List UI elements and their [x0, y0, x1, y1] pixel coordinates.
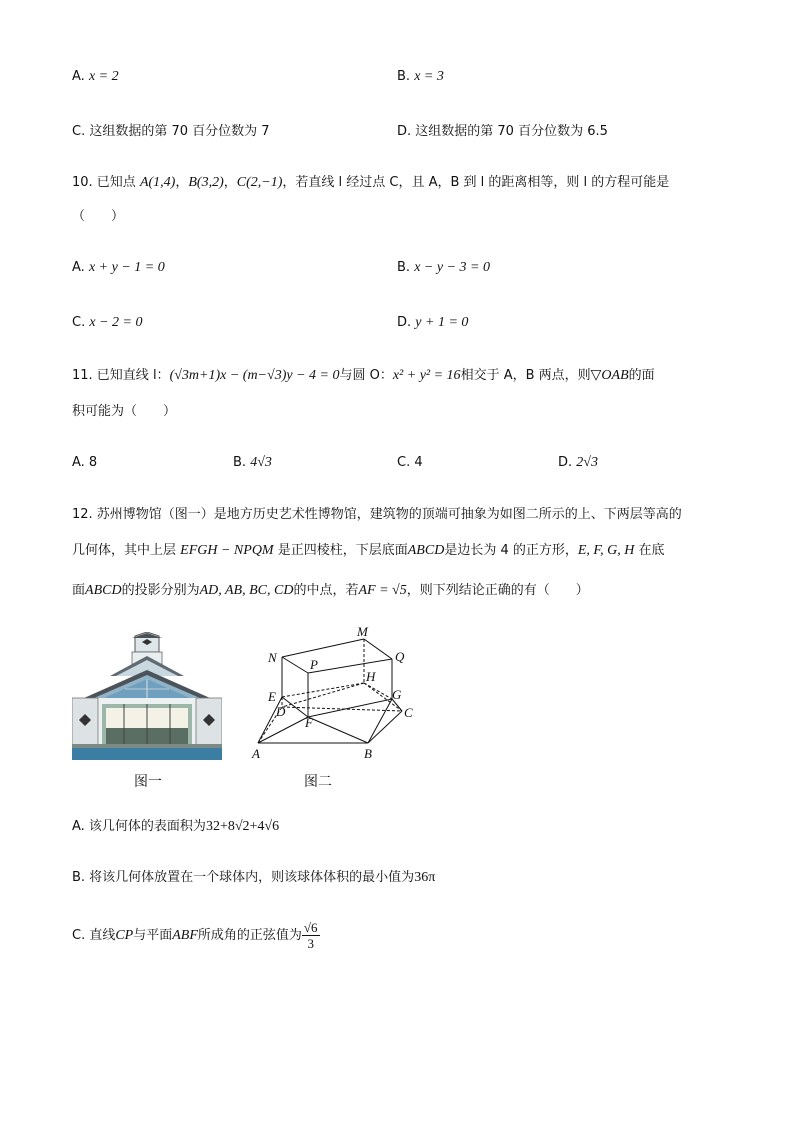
label-p: P [310, 657, 318, 672]
option-label: B. [397, 260, 411, 275]
geometry-figure [246, 625, 422, 765]
label-n: N [268, 650, 277, 665]
point-a: A(1,4) [139, 175, 176, 190]
text: 面 [72, 583, 86, 598]
option-label: B. [233, 455, 247, 470]
label-h: H [366, 669, 376, 684]
q11-stem-line2: 积可能为（ ） [72, 404, 177, 419]
q11-option-c: C. 4 [397, 455, 423, 470]
q12-option-b [72, 868, 435, 888]
museum-photo [72, 632, 222, 760]
q11-mid: 与圆 O： [339, 368, 393, 383]
plane-abf: ABF [172, 928, 198, 943]
q12-stem-line1: 12. 苏州博物馆（图一）是地方历史艺术性博物馆，建筑物的顶端可抽象为如图二所示的上、下两层等高的 [72, 507, 682, 522]
condition: AF = √5 [358, 583, 407, 598]
label-e: E [268, 689, 276, 704]
q9-option-a [72, 67, 119, 87]
q10-option-a [72, 258, 165, 278]
q12-option-a [72, 817, 279, 837]
label-q: Q [395, 649, 405, 664]
label-b: B [364, 746, 372, 761]
option-expr: 32+8√2+4√6 [205, 819, 280, 834]
line-cp: CP [115, 928, 134, 943]
point-b: B(3,2) [188, 175, 224, 190]
label-d: D [276, 704, 286, 719]
triangle-oab: ▽OAB [590, 368, 629, 383]
q11-stem [72, 366, 655, 386]
q11-option-b [233, 453, 272, 473]
option-text: A. 该几何体的表面积为 [72, 819, 206, 834]
q9-option-c: C. 这组数据的第 70 百分位数为 7 [72, 124, 270, 139]
option-text: B. 将该几何体放置在一个球体内，则该球体体积的最小值为 [72, 870, 415, 885]
text: 几何体，其中上层 [72, 543, 177, 558]
label-g: G [392, 687, 402, 702]
numerator: √6 [303, 920, 318, 935]
text: 的投影分别为 [121, 583, 200, 598]
option-label: D. [558, 455, 573, 470]
figure2-caption: 图二 [304, 774, 332, 790]
option-text: 所成角的正弦值为 [197, 928, 302, 943]
option-label: B. [397, 69, 411, 84]
q10-option-c [72, 313, 142, 333]
q12-stem-line3 [72, 581, 589, 601]
figure1-caption: 图一 [134, 774, 162, 790]
option-label: A. [72, 69, 85, 84]
option-text: 与平面 [133, 928, 173, 943]
q11-end: 的面 [628, 368, 655, 383]
option-label: C. [72, 315, 86, 330]
q10-option-d [397, 313, 468, 333]
q11-option-a: A. 8 [72, 455, 98, 470]
option-expr: x − 2 = 0 [89, 315, 143, 330]
q12-stem-line2 [72, 541, 665, 561]
line-equation: (√3m+1)x − (m−√3)y − 4 = 0 [169, 368, 340, 383]
q10-stem: 10. 已知点 A(1,4)，B(3,2)，C(2,−1)，若直线 l 经过点 C，且 A，B 到 l 的距离相等，则 l 的方程可能是 [72, 175, 670, 190]
option-text: C. 直线 [72, 928, 116, 943]
option-expr: x − y − 3 = 0 [414, 260, 490, 275]
q12-option-c [72, 918, 320, 954]
q10-paren: （ ） [72, 209, 125, 224]
label-a: A [252, 746, 260, 761]
base-name: ABCD [407, 543, 445, 558]
circle-equation: x² + y² = 16 [392, 368, 461, 383]
point-list: E, F, G, H [577, 543, 635, 558]
point-c: C(2,−1) [236, 175, 283, 190]
label-m: M [357, 625, 368, 639]
base-name: ABCD [85, 583, 122, 598]
segment-list: AD, AB, BC, CD [199, 583, 294, 598]
option-expr: x = 3 [414, 69, 444, 84]
option-expr: x + y − 1 = 0 [88, 260, 165, 275]
label-c: C [404, 705, 413, 720]
q11-option-d [558, 453, 598, 473]
text: 在底 [638, 543, 665, 558]
text: 是正四棱柱，下层底面 [277, 543, 408, 558]
q11-suffix: 相交于 A，B 两点，则 [460, 368, 591, 383]
option-expr: 36π [414, 870, 436, 885]
q10-text: ，若直线 l 经过点 C，且 A，B 到 l 的距离相等，则 l 的方程可能是 [282, 175, 670, 190]
fraction [302, 920, 320, 951]
q9-option-b [397, 67, 444, 87]
text: 的中点，若 [293, 583, 359, 598]
option-expr: 2√3 [576, 455, 598, 470]
option-expr: 4√3 [250, 455, 272, 470]
q10-prefix: 10. 已知点 [72, 175, 136, 190]
q10-option-b [397, 258, 490, 278]
text: ，则下列结论正确的有（ ） [406, 583, 589, 598]
option-label: A. [72, 260, 85, 275]
q11-prefix: 11. 已知直线 l： [72, 368, 170, 383]
denominator: 3 [307, 936, 314, 951]
option-expr: y + 1 = 0 [415, 315, 469, 330]
text: 是边长为 4 的正方形， [444, 543, 578, 558]
prism-name: EFGH − NPQM [180, 543, 274, 558]
label-f: F [305, 715, 313, 730]
option-expr: x = 2 [88, 69, 119, 84]
option-label: D. [397, 315, 412, 330]
q9-option-d: D. 这组数据的第 70 百分位数为 6.5 [397, 124, 608, 139]
